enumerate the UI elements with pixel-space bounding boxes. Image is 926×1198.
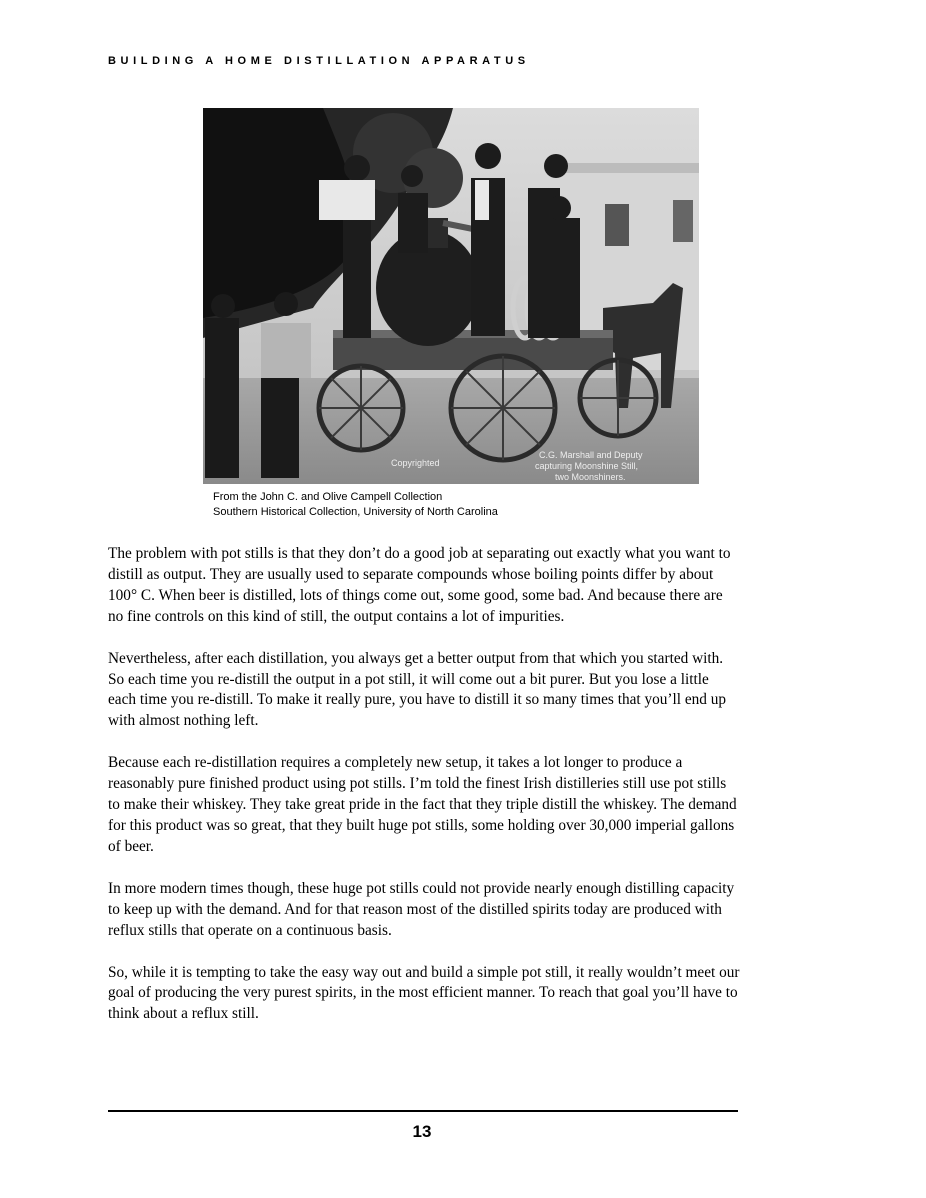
moonshine-wagon-photo — [203, 108, 699, 484]
paragraph: So, while it is tempting to take the easy way out and build a simple pot still, it really wouldn’t meet our goal of producing the very purest spirits, in the most efficient manner. To reach that goal you’ll have to think about a reflux still. — [108, 963, 740, 1023]
historical-photo — [203, 108, 699, 484]
footer-rule — [108, 1110, 738, 1112]
paragraph: Because each re-distillation requires a completely new setup, it takes a lot longer to produce a reasonably pure finished product using pot stills. I’m told the finest Irish distilleries still use pot stills to make their whiskey. They take great pride in the fact that they triple distill the whiskey. The demand for this product was so great, that they built huge pot stills, some holding over 30,000 imperial gallons of beer. — [108, 754, 737, 855]
photo-copyright-text: Copyrighted — [391, 458, 440, 468]
paragraph: Nevertheless, after each distillation, you always get a better output from that which you started with. So each time you re-distill the output in a pot still, it will come out a bit purer. But you lose a little each time you re-distill. To make it really pure, you have to distill it so many times that you’ll end up with almost nothing left. — [108, 649, 727, 730]
paragraph: In more modern times though, these huge pot stills could not provide nearly enough distilling capacity to keep up with the demand. And for that reason most of the distilled spirits today are produced with reflux stills that operate on a continuous basis. — [108, 879, 735, 939]
page-number: 13 — [412, 1122, 432, 1141]
photo-credit — [213, 490, 498, 520]
running-header: BUILDING A HOME DISTILLATION APPARATUS — [108, 55, 530, 67]
photo-credit-line-2: Southern Historical Collection, University of North Carolina — [213, 506, 498, 518]
photo-caption-line-1: C.G. Marshall and Deputy — [539, 450, 643, 460]
photo-caption-line-2: capturing Moonshine Still, — [535, 461, 639, 471]
paragraph: The problem with pot stills is that they don’t do a good job at separating out exactly what you want to distill as output. They are usually used to separate compounds whose boiling points differ by about 100° C. When beer is distilled, lots of things come out, some good, some bad. And because there are no fine controls on this kind of still, the output contains a lot of impurities. — [108, 545, 731, 625]
photo-credit-line-1: From the John C. and Olive Campell Collection — [213, 491, 443, 503]
body-text — [108, 544, 740, 1046]
photo-caption-line-3: two Moonshiners. — [555, 472, 626, 482]
